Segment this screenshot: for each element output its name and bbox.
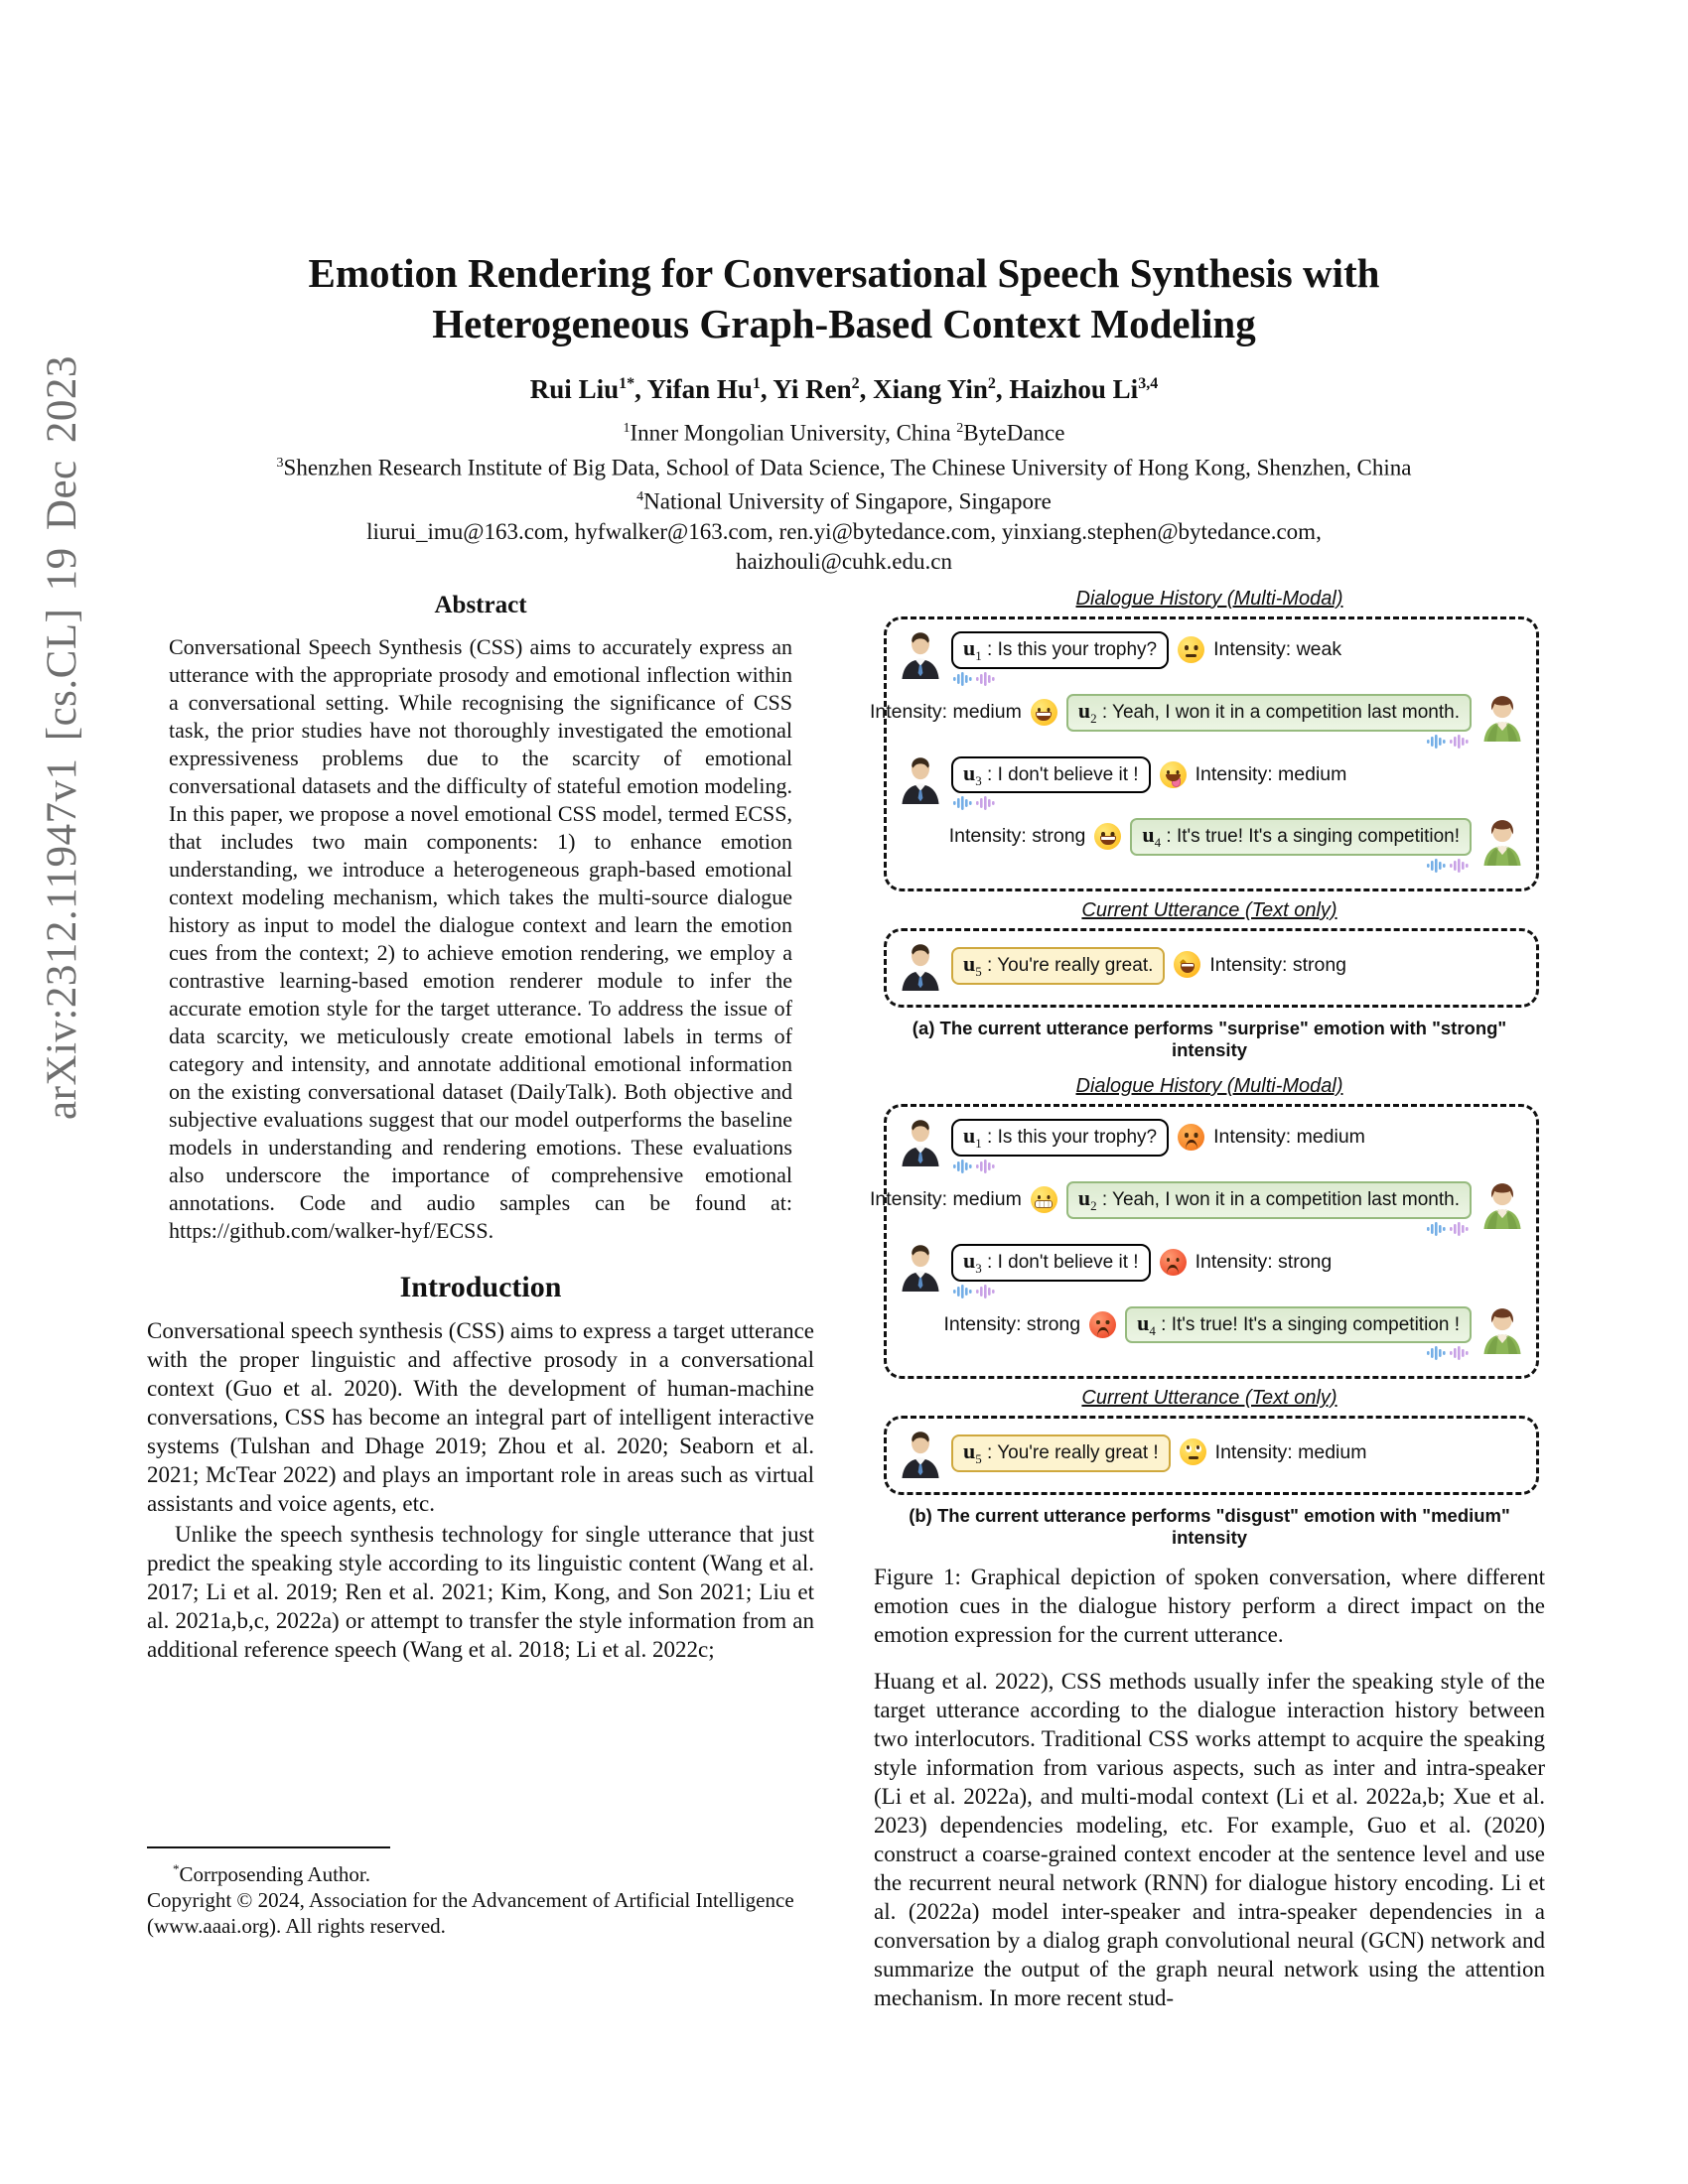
paper-title <box>149 248 1539 349</box>
utterance-symbol: u <box>963 1438 976 1464</box>
figure-subcaption-a: (a) The current utterance performs "surprise" emotion with "strong" intensity <box>912 1018 1507 1061</box>
utterance-index: 3 <box>975 1260 982 1276</box>
author-separator: , <box>859 374 874 404</box>
enraged-face-emoji-icon <box>1089 1311 1116 1338</box>
utterance-row <box>870 694 1524 751</box>
intensity-label: Intensity: medium <box>1195 762 1347 785</box>
figure-panel-a <box>870 588 1545 1061</box>
figure-panel-b <box>870 1075 1545 1549</box>
utterance-index: 1 <box>975 1135 982 1151</box>
author-name: Yifan Hu <box>646 374 753 404</box>
author-emails <box>149 517 1539 577</box>
utterance-symbol: u <box>963 951 976 977</box>
utterance-row <box>899 818 1524 875</box>
abstract-text: Conversational Speech Synthesis (CSS) aims to accurately express an utterance with the appropriate prosody and emotional inflection within a conversational setting. While recognising the significance of CSS task, the prior studies have not thoroughly investigated the emotional expressiveness problems due to the scarcity of emotional conversational datasets and the difficulty of stateful emotion modeling. In this paper, we propose a novel emotional CSS model, termed ECSS, that includes two main components: 1) to enhance emotion understanding, we introduce a heterogeneous graph-based emotional context modeling mechanism, which takes the multi-source dialogue history as input to model the dialogue context and learn the emotion cues from the context; 2) to achieve emotion rendering, we employ a contrastive learning-based emotion renderer module to infer the accurate emotion style for the target utterance. To address the issue of data scarcity, we meticulously create emotional labels in terms of category and intensity, and annotate additional emotional information on the existing conversational dataset (DailyTalk). Both objective and subjective evaluations suggest that our model outperforms the baseline models in understanding and rendering emotions. These evaluations also underscore the importance of comprehensive emotional annotations. Code and audio samples can be found at: https://github.com/walker-hyf/ECSS. <box>169 634 792 1243</box>
intensity-label: Intensity: medium <box>870 700 1022 723</box>
corresponding-author-note <box>147 1856 814 1887</box>
utterance-index: 3 <box>975 772 982 788</box>
male-speaker-avatar <box>899 1244 942 1292</box>
author-separator: , <box>634 374 647 404</box>
speech-bubble <box>951 756 1151 794</box>
male-speaker-avatar <box>899 1431 942 1478</box>
affiliation-mark: 1 <box>623 421 631 436</box>
affiliation-text: Shenzhen Research Institute of Big Data, School of Data Science, The Chinese University of Hong Kong, Shenzhen, China <box>283 455 1412 480</box>
audio-waveform-icon <box>953 795 1149 811</box>
audio-waveform-icon <box>953 1159 1167 1174</box>
utterance-symbol: u <box>1077 1184 1091 1210</box>
male-speaker-avatar <box>899 943 942 991</box>
bubble-stack <box>1130 818 1472 875</box>
female-speaker-avatar <box>1480 1181 1524 1229</box>
male-speaker-avatar <box>899 1119 942 1166</box>
rolling-eyes-emoji-icon <box>1180 1438 1206 1465</box>
utterance-text: : Is this your trophy? <box>981 1127 1158 1149</box>
female-speaker-avatar <box>1480 818 1524 866</box>
female-speaker-avatar <box>1480 1306 1524 1354</box>
footnote-block <box>147 1846 814 1939</box>
speech-bubble <box>951 1119 1169 1157</box>
paper-title-line1: Emotion Rendering for Conversational Speech Synthesis with <box>308 250 1380 296</box>
author-affiliation-mark: 2 <box>987 375 996 392</box>
utterance-index: 2 <box>1090 710 1097 726</box>
affiliation-line-2 <box>149 449 1539 483</box>
utterance-text: : I don't believe it ! <box>981 763 1139 785</box>
utterance-row <box>870 1181 1524 1238</box>
figure-1-caption: Figure 1: Graphical depiction of spoken conversation, where different emotion cues in the dialogue history perform a direct impact on the emotion expression for the current utterance. <box>874 1565 1545 1648</box>
utterance-text: : It's true! It's a singing competition! <box>1161 826 1460 848</box>
abstract-heading: Abstract <box>434 592 527 618</box>
utterance-index: 1 <box>975 647 982 663</box>
utterance-symbol: u <box>963 1123 976 1149</box>
speech-bubble <box>951 631 1169 669</box>
speech-bubble <box>1066 1181 1472 1219</box>
utterance-text: : Is this your trophy? <box>981 639 1158 660</box>
intensity-label: Intensity: medium <box>1213 1126 1365 1149</box>
utterance-symbol: u <box>1142 822 1155 848</box>
affiliations <box>149 414 1539 517</box>
audio-waveform-icon <box>953 1284 1149 1299</box>
utterance-row <box>899 943 1524 991</box>
utterance-index: 2 <box>1090 1197 1097 1213</box>
star-struck-emoji-icon <box>1174 951 1200 978</box>
utterance-symbol: u <box>1077 697 1091 723</box>
author-name: Xiang Yin <box>873 374 988 404</box>
intensity-label: Intensity: strong <box>943 1312 1081 1335</box>
utterance-text: : You're really great ! <box>981 1442 1159 1464</box>
footnote-star: * <box>173 1861 180 1876</box>
author-list <box>149 374 1539 405</box>
angry-face-emoji-icon <box>1178 1124 1204 1151</box>
author-separator: , <box>995 374 1010 404</box>
audio-waveform-icon <box>1427 858 1470 874</box>
speech-bubble <box>951 1244 1151 1282</box>
current-utterance-bubble <box>951 947 1165 985</box>
current-utterance-title: Current Utterance (Text only) <box>1081 1387 1337 1410</box>
enraged-face-emoji-icon <box>1160 1249 1187 1276</box>
grinning-face-emoji-icon <box>1031 699 1057 726</box>
male-speaker-avatar <box>899 756 942 804</box>
utterance-text: : Yeah, I won it in a competition last month. <box>1096 1188 1460 1210</box>
bubble-stack <box>951 756 1151 813</box>
introduction-heading: Introduction <box>399 1271 562 1303</box>
utterance-text: : It's true! It's a singing competition ! <box>1155 1313 1460 1335</box>
male-speaker-avatar <box>899 631 942 679</box>
audio-waveform-icon <box>953 671 1167 687</box>
author-affiliation-mark: 1* <box>619 375 635 392</box>
neutral-face-emoji-icon <box>1178 636 1204 663</box>
affiliation-line-1 <box>149 414 1539 449</box>
intensity-label: Intensity: strong <box>1209 954 1347 977</box>
utterance-symbol: u <box>963 759 976 785</box>
bubble-stack <box>951 1244 1151 1300</box>
current-utterance-bubble <box>951 1434 1171 1472</box>
bubble-stack <box>1066 1181 1472 1238</box>
utterance-text: : I don't believe it ! <box>981 1251 1139 1273</box>
grimacing-face-emoji-icon <box>1031 1186 1057 1213</box>
speech-bubble <box>1125 1306 1472 1344</box>
current-utterance-box-a <box>884 928 1539 1008</box>
footnote-divider <box>147 1846 390 1848</box>
paper-title-line2: Heterogeneous Graph-Based Context Modeling <box>432 301 1256 346</box>
bubble-stack <box>1066 694 1472 751</box>
utterance-index: 4 <box>1154 835 1162 851</box>
utterance-row <box>899 1119 1524 1175</box>
intensity-label: Intensity: strong <box>948 825 1086 848</box>
affiliation-mark: 3 <box>276 455 284 471</box>
utterance-symbol: u <box>963 635 976 660</box>
utterance-row <box>899 1244 1524 1300</box>
copyright-note: Copyright © 2024, Association for the Advancement of Artificial Intelligence (www.aaai.org). All rights reserved. <box>147 1888 794 1938</box>
utterance-symbol: u <box>1137 1309 1150 1335</box>
dialogue-history-title: Dialogue History (Multi-Modal) <box>1075 1075 1343 1098</box>
utterance-row <box>899 631 1524 688</box>
introduction-paragraph-2: Unlike the speech synthesis technology for single utterance that just predict the speaking style according to its linguistic content (Wang et al. 2017; Li et al. 2019; Ren et al. 2021; Kim, Kong, and Son 2021; Liu et al. 2021a,b,c, 2022a) or attempt to transfer the style information from an additional reference speech (Wang et al. 2018; Li et al. 2022c; <box>147 1522 814 1662</box>
dialogue-history-box-a <box>870 616 1539 891</box>
author-name: Rui Liu <box>529 374 620 404</box>
email-line-1: liurui_imu@163.com, hyfwalker@163.com, ren.yi@bytedance.com, yinxiang.stephen@bytedance.com, <box>366 518 1322 544</box>
author-name: Haizhou Li <box>1009 374 1139 404</box>
utterance-row <box>899 1431 1524 1478</box>
intensity-label: Intensity: medium <box>870 1187 1022 1210</box>
utterance-text: : You're really great. <box>981 955 1154 977</box>
right-column <box>870 586 1545 2012</box>
left-column <box>147 592 814 1664</box>
affiliation-text: Inner Mongolian University, China <box>630 420 957 446</box>
affiliation-mark: 2 <box>956 421 964 436</box>
affiliation-mark: 4 <box>636 489 644 505</box>
footnote-text: Corrposending Author. <box>179 1862 370 1886</box>
utterance-text: : Yeah, I won it in a competition last month. <box>1096 701 1460 723</box>
utterance-index: 4 <box>1149 1322 1156 1338</box>
beaming-face-emoji-icon <box>1094 823 1121 850</box>
author-separator: , <box>760 374 774 404</box>
utterance-index: 5 <box>975 1451 982 1467</box>
author-name: Yi Ren <box>773 374 852 404</box>
speech-bubble <box>1130 818 1472 856</box>
intensity-label: Intensity: strong <box>1195 1250 1333 1273</box>
utterance-row <box>899 1306 1524 1363</box>
bubble-stack <box>951 1119 1169 1175</box>
figure-subcaption-b: (b) The current utterance performs "disgust" emotion with "medium" intensity <box>909 1505 1510 1549</box>
utterance-index: 5 <box>975 963 982 979</box>
bubble-stack <box>951 631 1169 688</box>
right-column-paragraph: Huang et al. 2022), CSS methods usually infer the speaking style of the target utterance according to the dialogue interaction history between two interlocutors. Traditional CSS works attempt to acquire the speaking style information from various aspects, such as inter and intra-speaker (Li et al. 2022a), and multi-modal context (Li et al. 2022a,b; Xue et al. 2023) dependencies modeling, etc. For example, Guo et al. (2020) construct a coarse-grained context encoder at the sentence level and use the recurrent neural network (RNN) for dialogue history encoding. Li et al. (2022a) model inter-speaker and intra-speaker dependencies in a conversation by a dialog graph convolutional neural (GCN) network and summarize the output of the graph neural network using the attention mechanism. In more recent stud- <box>874 1669 1545 2011</box>
introduction-paragraph-1: Conversational speech synthesis (CSS) aims to express a target utterance with the proper linguistic and affective prosody in a conversational context (Guo et al. 2020). With the development of human-machine conversations, CSS has become an integral part of intelligent interactive systems (Tulshan and Dhage 2019; Zhou et al. 2020; Seaborn et al. 2021; McTear 2022) and plays an important role in areas such as virtual assistants and voice agents, etc. <box>147 1318 814 1516</box>
arxiv-sidebar-label: arXiv:2312.11947v1 [cs.CL] 19 Dec 2023 <box>39 355 85 1120</box>
current-utterance-title: Current Utterance (Text only) <box>1081 899 1337 922</box>
dialogue-history-title: Dialogue History (Multi-Modal) <box>1075 588 1343 610</box>
paper-header <box>149 248 1539 577</box>
dialogue-history-box-b <box>870 1104 1539 1379</box>
intensity-label: Intensity: medium <box>1214 1441 1367 1464</box>
author-affiliation-mark: 1 <box>752 375 761 392</box>
current-utterance-box-b <box>884 1416 1539 1495</box>
affiliation-line-3 <box>149 482 1539 517</box>
bubble-stack <box>1125 1306 1472 1363</box>
author-affiliation-mark: 2 <box>851 375 860 392</box>
audio-waveform-icon <box>1427 1345 1470 1361</box>
audio-waveform-icon <box>1427 1221 1470 1237</box>
female-speaker-avatar <box>1480 694 1524 742</box>
affiliation-text: ByteDance <box>963 420 1065 446</box>
audio-waveform-icon <box>1427 734 1470 750</box>
winking-tongue-emoji-icon <box>1160 761 1187 788</box>
intensity-label: Intensity: weak <box>1213 638 1342 660</box>
utterance-row <box>899 756 1524 813</box>
author-affiliation-mark: 3,4 <box>1138 375 1159 392</box>
utterance-symbol: u <box>963 1247 976 1273</box>
speech-bubble <box>1066 694 1472 732</box>
email-line-2: haizhouli@cuhk.edu.cn <box>736 548 952 574</box>
affiliation-text: National University of Singapore, Singapore <box>643 488 1052 514</box>
figure-1 <box>870 588 1545 1649</box>
